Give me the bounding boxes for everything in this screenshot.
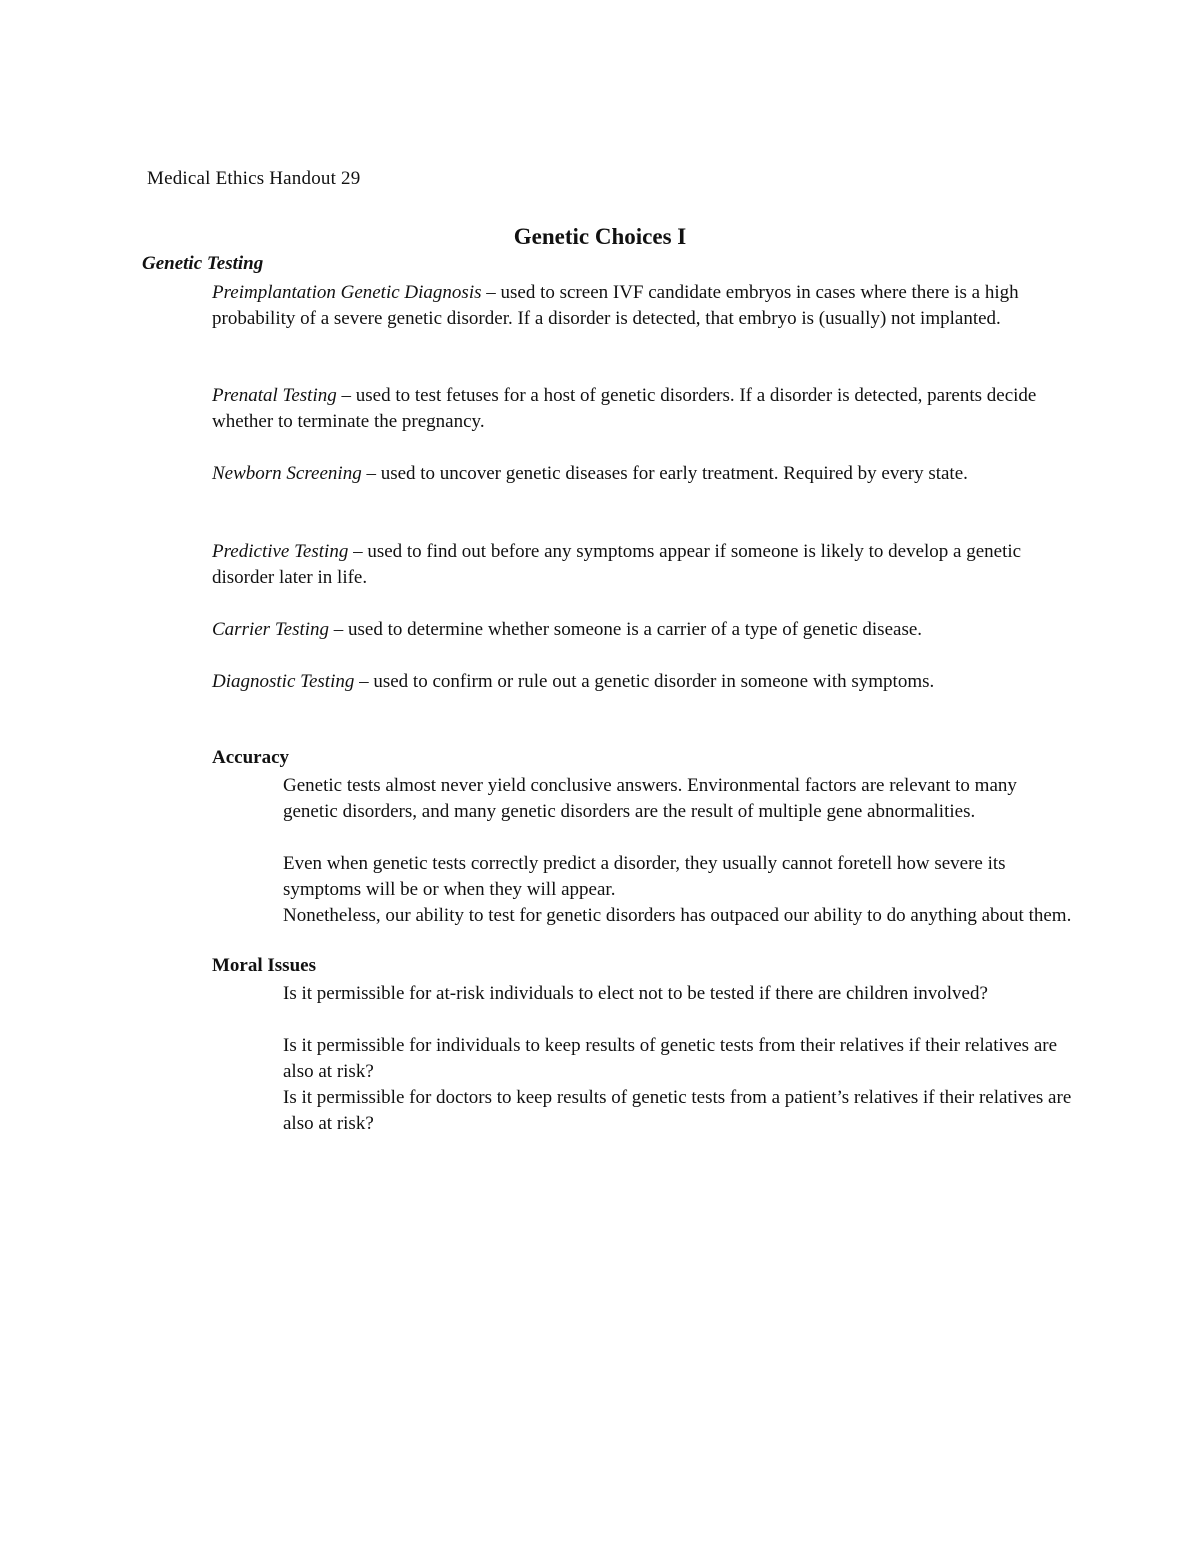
accuracy-paragraph: Genetic tests almost never yield conclusive answers. Environmental factors are relevant to many genetic disorders, and many genetic disorders are the result of multiple gene abnormalities. bbox=[283, 775, 1017, 822]
entry-term: Newborn Screening bbox=[212, 463, 362, 484]
moral-issue-question: Is it permissible for individuals to keep results of genetic tests from their relatives if their relatives are also at risk? bbox=[283, 1035, 1058, 1082]
moral-issues-heading: Moral Issues bbox=[212, 955, 316, 976]
handout-label: Medical Ethics Handout 29 bbox=[147, 168, 361, 189]
entry-term: Carrier Testing bbox=[212, 619, 330, 640]
accuracy-paragraph: Nonetheless, our ability to test for genetic disorders has outpaced our ability to do anything about them. bbox=[283, 905, 1072, 926]
entry-description: – used to confirm or rule out a genetic disorder in someone with symptoms. bbox=[354, 671, 935, 692]
entry-carrier bbox=[212, 617, 1072, 643]
entry-term: Diagnostic Testing bbox=[212, 671, 355, 692]
moral-issue-question: Is it permissible for doctors to keep results of genetic tests from a patient’s relatives if their relatives are also at risk? bbox=[283, 1087, 1072, 1134]
moral-issue-question: Is it permissible for at-risk individuals to elect not to be tested if there are children involved? bbox=[283, 983, 988, 1004]
accuracy-heading: Accuracy bbox=[212, 747, 290, 768]
accuracy-paragraph: Even when genetic tests correctly predict a disorder, they usually cannot foretell how severe its symptoms will be or when they will appear. bbox=[283, 853, 1006, 900]
entry-prenatal bbox=[212, 383, 1072, 435]
entry-term: Preimplantation Genetic Diagnosis bbox=[212, 282, 482, 303]
page-title: Genetic Choices I bbox=[513, 224, 687, 249]
entry-newborn bbox=[212, 461, 1072, 487]
entry-description: – used to determine whether someone is a carrier of a type of genetic disease. bbox=[329, 619, 923, 640]
entry-description: – used to screen IVF candidate embryos in cases where there is a high probability of a severe genetic disorder. If a disorder is detected, that embryo is (usually) not implanted. bbox=[212, 282, 1019, 329]
entry-term: Prenatal Testing bbox=[212, 385, 337, 406]
entry-term: Predictive Testing bbox=[212, 541, 349, 562]
entry-description: – used to find out before any symptoms appear if someone is likely to develop a genetic disorder later in life. bbox=[212, 541, 1022, 588]
genetic-testing-heading: Genetic Testing bbox=[142, 253, 264, 274]
entry-description: – used to test fetuses for a host of genetic disorders. If a disorder is detected, parents decide whether to terminate the pregnancy. bbox=[212, 385, 1037, 432]
entry-predictive bbox=[212, 539, 1072, 591]
entry-preimplantation bbox=[212, 280, 1072, 332]
entry-diagnostic bbox=[212, 669, 1072, 695]
entry-description: – used to uncover genetic diseases for early treatment. Required by every state. bbox=[361, 463, 968, 484]
